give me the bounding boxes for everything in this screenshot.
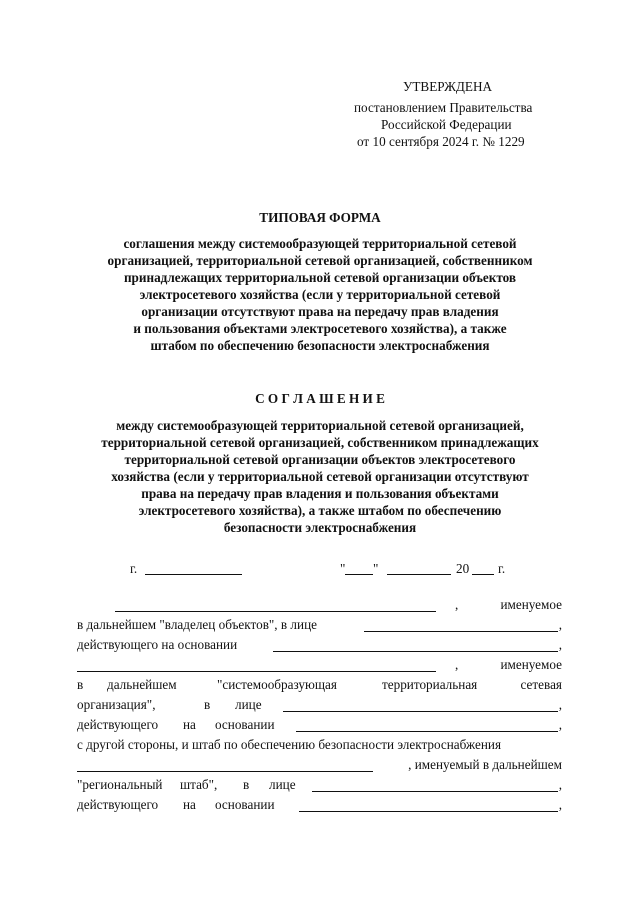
agreement-title: С О Г Л А Ш Е Н И Е bbox=[255, 391, 385, 406]
year-prefix: 20 bbox=[456, 561, 470, 576]
body-line bbox=[77, 677, 562, 693]
word: действующего bbox=[77, 797, 159, 812]
comma: , bbox=[558, 637, 562, 652]
body-line bbox=[77, 657, 562, 673]
owner-representative-field[interactable] bbox=[364, 619, 558, 632]
organization-representative-field[interactable] bbox=[283, 699, 558, 712]
day-quote-close: " bbox=[373, 561, 379, 576]
approval-line-1: постановлением Правительства bbox=[354, 100, 533, 115]
comma: , bbox=[558, 777, 562, 792]
approval-line-3: от 10 сентября 2024 г. № 1229 bbox=[357, 134, 525, 149]
organization-basis-field[interactable] bbox=[296, 719, 558, 732]
word: основании bbox=[215, 797, 275, 812]
headquarters-representative-field[interactable] bbox=[312, 779, 558, 792]
comma: , bbox=[558, 797, 562, 812]
body-line bbox=[77, 737, 562, 753]
named-further-text: , именуемый в дальнейшем bbox=[408, 757, 562, 772]
form-subtitle-line: соглашения между системообразующей территориальной сетевой bbox=[123, 236, 517, 251]
word: действующего bbox=[77, 717, 159, 732]
body-line bbox=[77, 797, 562, 813]
word: сетевая bbox=[520, 677, 562, 692]
body-line bbox=[77, 717, 562, 733]
day-field[interactable] bbox=[345, 562, 373, 575]
comma: , bbox=[455, 657, 459, 672]
other-party-text: с другой стороны, и штаб по обеспечению безопасности электроснабжения bbox=[77, 737, 502, 752]
headquarters-basis-field[interactable] bbox=[299, 799, 558, 812]
day-quote-open: " bbox=[340, 561, 346, 576]
city-prefix: г. bbox=[130, 561, 138, 576]
year-suffix: г. bbox=[498, 561, 506, 576]
comma: , bbox=[558, 717, 562, 732]
body-line bbox=[77, 597, 562, 613]
form-title: ТИПОВАЯ ФОРМА bbox=[259, 210, 381, 225]
form-subtitle-line: организации отсутствуют права на передачу прав владения bbox=[141, 304, 499, 319]
word: организация", bbox=[77, 697, 156, 712]
word: "региональный bbox=[77, 777, 163, 792]
word: на bbox=[183, 797, 196, 812]
agreement-subtitle-line: права на передачу прав владения и пользования объектами bbox=[141, 486, 499, 501]
named-word: именуемое bbox=[500, 657, 562, 672]
word: лице bbox=[269, 777, 296, 792]
owner-organization-field[interactable] bbox=[115, 599, 436, 612]
form-subtitle-line: принадлежащих территориальной сетевой организации объектов bbox=[123, 270, 517, 285]
body-line bbox=[77, 777, 562, 793]
body-line bbox=[77, 757, 562, 773]
approval-line-2: Российской Федерации bbox=[381, 117, 512, 132]
agreement-subtitle-line: безопасности электроснабжения bbox=[223, 520, 417, 535]
year-field[interactable] bbox=[472, 562, 494, 575]
agreement-subtitle-line: хозяйства (если у территориальной сетевой организации отсутствуют bbox=[111, 469, 529, 484]
month-field[interactable] bbox=[387, 562, 451, 575]
word: основании bbox=[215, 717, 275, 732]
comma: , bbox=[558, 617, 562, 632]
word: в bbox=[77, 677, 84, 692]
body-line bbox=[77, 697, 562, 713]
city-field[interactable] bbox=[145, 562, 242, 575]
named-word: именуемое bbox=[500, 597, 562, 612]
agreement-subtitle-line: электросетевого хозяйства), а также штабом по обеспечению bbox=[138, 503, 502, 518]
body-line bbox=[77, 617, 562, 633]
approval-title: УТВЕРЖДЕНА bbox=[403, 79, 493, 94]
territorial-organization-field[interactable] bbox=[77, 659, 436, 672]
headquarters-name-field[interactable] bbox=[77, 759, 373, 772]
word: на bbox=[183, 717, 196, 732]
form-subtitle-line: штабом по обеспечению безопасности электроснабжения bbox=[150, 338, 490, 353]
form-subtitle-line: электросетевого хозяйства (если у территориальной сетевой bbox=[139, 287, 501, 302]
agreement-subtitle-line: территориальной сетевой организации объектов электросетевого bbox=[124, 452, 516, 467]
acting-on-basis-text: действующего на основании bbox=[77, 637, 238, 652]
agreement-subtitle-line: между системообразующей территориальной сетевой организацией, bbox=[116, 418, 524, 433]
word: "системообразующая bbox=[217, 677, 337, 692]
comma: , bbox=[558, 697, 562, 712]
hereafter-owner-text: в дальнейшем "владелец объектов", в лице bbox=[77, 617, 317, 632]
word: лице bbox=[235, 697, 262, 712]
owner-basis-field[interactable] bbox=[273, 639, 558, 652]
form-subtitle-line: организацией, территориальной сетевой организацией, собственником bbox=[107, 253, 533, 268]
word: в bbox=[204, 697, 211, 712]
agreement-subtitle-line: территориальной сетевой организацией, собственником принадлежащих bbox=[101, 435, 539, 450]
comma: , bbox=[455, 597, 459, 612]
body-line bbox=[77, 637, 562, 653]
form-subtitle-line: и пользования объектами электросетевого хозяйства), а также bbox=[133, 321, 507, 336]
word: дальнейшем bbox=[107, 677, 177, 692]
word: территориальная bbox=[382, 677, 478, 692]
word: штаб", bbox=[180, 777, 218, 792]
word: в bbox=[243, 777, 250, 792]
